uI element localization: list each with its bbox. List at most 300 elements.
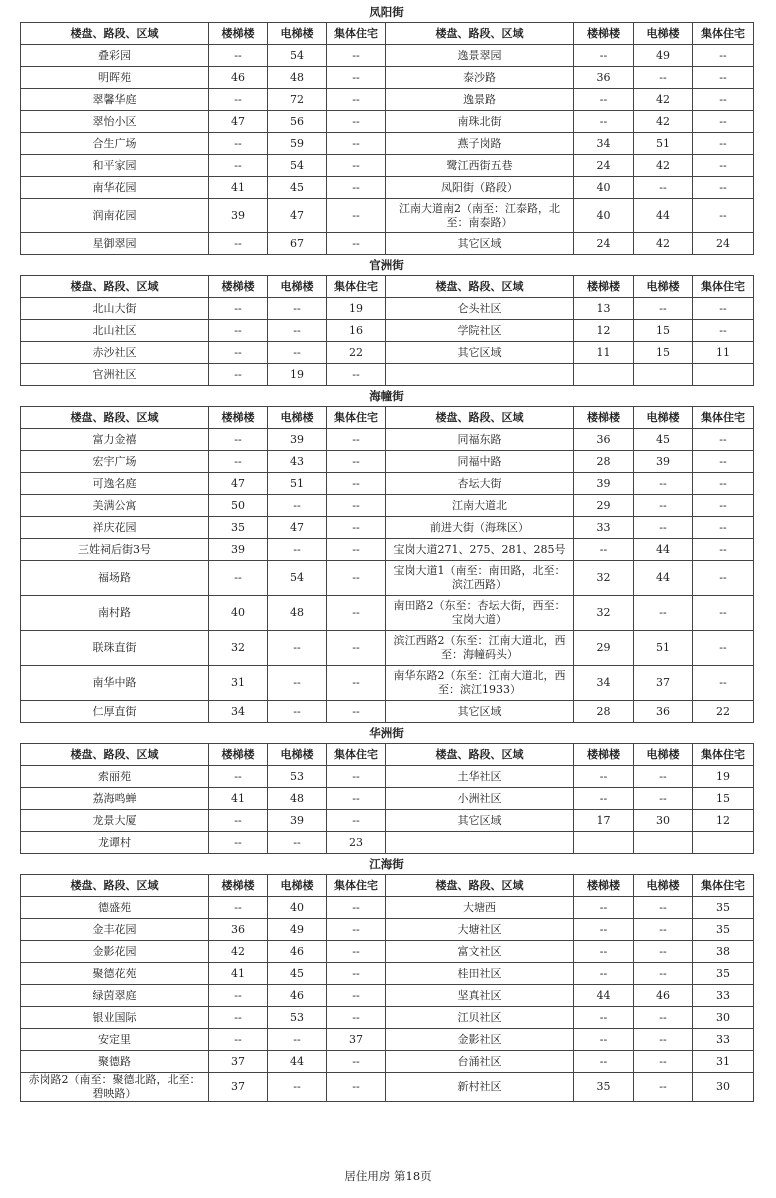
- area-name-cell: 合生广场: [21, 133, 209, 155]
- value-cell: --: [634, 1029, 693, 1051]
- area-name-cell: 南华花园: [21, 177, 209, 199]
- value-cell: --: [327, 473, 386, 495]
- value-cell: 42: [209, 941, 268, 963]
- value-cell: --: [574, 45, 634, 67]
- value-cell: --: [209, 364, 268, 386]
- area-name-cell: 江南大道北: [386, 495, 574, 517]
- area-name-cell: 翠怡小区: [21, 111, 209, 133]
- value-cell: --: [268, 701, 327, 723]
- value-cell: --: [693, 111, 754, 133]
- value-cell: 44: [268, 1051, 327, 1073]
- area-name-cell: 可逸名庭: [21, 473, 209, 495]
- table-row: [21, 320, 754, 342]
- value-cell: 11: [574, 342, 634, 364]
- table-row: [21, 1073, 754, 1102]
- value-cell: 34: [209, 701, 268, 723]
- value-cell: --: [209, 451, 268, 473]
- value-cell: 42: [634, 111, 693, 133]
- column-header: 集体住宅: [693, 407, 754, 429]
- value-cell: --: [327, 89, 386, 111]
- value-cell: 30: [693, 1007, 754, 1029]
- value-cell: --: [327, 810, 386, 832]
- table-row: [21, 985, 754, 1007]
- value-cell: --: [209, 766, 268, 788]
- value-cell: --: [634, 596, 693, 631]
- value-cell: --: [268, 1029, 327, 1051]
- value-cell: 48: [268, 67, 327, 89]
- section-title: 江海街: [369, 857, 404, 871]
- value-cell: 35: [693, 897, 754, 919]
- value-cell: 59: [268, 133, 327, 155]
- section-title: 官洲街: [369, 258, 404, 272]
- value-cell: --: [693, 596, 754, 631]
- value-cell: --: [209, 1007, 268, 1029]
- table-row: [21, 233, 754, 255]
- value-cell: 24: [693, 233, 754, 255]
- value-cell: --: [209, 89, 268, 111]
- column-header: 楼盘、路段、区域: [386, 744, 574, 766]
- table-row: [21, 1029, 754, 1051]
- value-cell: --: [634, 1007, 693, 1029]
- value-cell: 35: [574, 1073, 634, 1102]
- table-row: [21, 941, 754, 963]
- area-name-cell: 土华社区: [386, 766, 574, 788]
- value-cell: --: [693, 666, 754, 701]
- area-name-cell: 北山大街: [21, 298, 209, 320]
- value-cell: --: [268, 495, 327, 517]
- value-cell: 53: [268, 766, 327, 788]
- table-row: [21, 364, 754, 386]
- column-header: 楼梯楼: [574, 276, 634, 298]
- area-name-cell: [386, 832, 574, 854]
- column-header: 集体住宅: [327, 23, 386, 45]
- area-name-cell: 金丰花园: [21, 919, 209, 941]
- value-cell: --: [209, 429, 268, 451]
- value-cell: --: [268, 832, 327, 854]
- area-name-cell: 联珠直街: [21, 631, 209, 666]
- value-cell: --: [327, 451, 386, 473]
- table-row: [21, 1007, 754, 1029]
- area-name-cell: 凤阳街（路段）: [386, 177, 574, 199]
- area-name-cell: 绿茵翠庭: [21, 985, 209, 1007]
- section-title: 海幢街: [369, 389, 404, 403]
- value-cell: 15: [634, 342, 693, 364]
- area-name-cell: 桂田社区: [386, 963, 574, 985]
- value-cell: 32: [209, 631, 268, 666]
- value-cell: --: [327, 985, 386, 1007]
- area-name-cell: 南村路: [21, 596, 209, 631]
- column-header: 集体住宅: [693, 276, 754, 298]
- value-cell: 34: [574, 133, 634, 155]
- value-cell: --: [634, 919, 693, 941]
- area-name-cell: 银业国际: [21, 1007, 209, 1029]
- value-cell: --: [634, 1073, 693, 1102]
- value-cell: --: [268, 666, 327, 701]
- area-name-cell: 江南大道南2（南至：江泰路，北至：南泰路）: [386, 199, 574, 233]
- value-cell: 19: [693, 766, 754, 788]
- value-cell: 54: [268, 561, 327, 596]
- column-header: 楼盘、路段、区域: [386, 407, 574, 429]
- table-row: [21, 919, 754, 941]
- value-cell: 46: [209, 67, 268, 89]
- table-row: [21, 963, 754, 985]
- area-name-cell: 翠馨华庭: [21, 89, 209, 111]
- value-cell: 19: [327, 298, 386, 320]
- table-header-row: [21, 23, 754, 45]
- value-cell: 54: [268, 45, 327, 67]
- table-row: [21, 766, 754, 788]
- area-name-cell: 泰沙路: [386, 67, 574, 89]
- table-row: [21, 342, 754, 364]
- value-cell: 28: [574, 701, 634, 723]
- value-cell: --: [634, 1051, 693, 1073]
- value-cell: --: [634, 897, 693, 919]
- value-cell: --: [634, 941, 693, 963]
- column-header: 楼梯楼: [574, 407, 634, 429]
- column-header: 电梯楼: [634, 875, 693, 897]
- column-header: 楼梯楼: [209, 407, 268, 429]
- area-name-cell: 滨江西路2（东至：江南大道北，西至：海幢码头）: [386, 631, 574, 666]
- value-cell: 44: [634, 561, 693, 596]
- column-header: 集体住宅: [327, 744, 386, 766]
- value-cell: --: [327, 596, 386, 631]
- value-cell: --: [693, 155, 754, 177]
- value-cell: --: [574, 1007, 634, 1029]
- area-name-cell: 燕子岗路: [386, 133, 574, 155]
- value-cell: 72: [268, 89, 327, 111]
- value-cell: --: [693, 517, 754, 539]
- column-header: 楼盘、路段、区域: [21, 407, 209, 429]
- value-cell: --: [327, 919, 386, 941]
- value-cell: 24: [574, 155, 634, 177]
- area-name-cell: 官洲社区: [21, 364, 209, 386]
- value-cell: --: [574, 941, 634, 963]
- area-name-cell: 聚德花苑: [21, 963, 209, 985]
- value-cell: [634, 832, 693, 854]
- value-cell: --: [574, 539, 634, 561]
- area-name-cell: 金影花园: [21, 941, 209, 963]
- value-cell: --: [693, 561, 754, 596]
- value-cell: 46: [268, 941, 327, 963]
- value-cell: --: [209, 897, 268, 919]
- value-cell: --: [693, 320, 754, 342]
- value-cell: --: [327, 67, 386, 89]
- table-row: [21, 199, 754, 233]
- value-cell: --: [574, 1029, 634, 1051]
- value-cell: 35: [209, 517, 268, 539]
- value-cell: 41: [209, 963, 268, 985]
- value-cell: --: [268, 320, 327, 342]
- table-row: [21, 429, 754, 451]
- value-cell: --: [693, 177, 754, 199]
- table-row: [21, 810, 754, 832]
- area-name-cell: 大塘社区: [386, 919, 574, 941]
- value-cell: --: [634, 963, 693, 985]
- area-name-cell: 学院社区: [386, 320, 574, 342]
- value-cell: 23: [327, 832, 386, 854]
- value-cell: 40: [574, 199, 634, 233]
- area-name-cell: 南华中路: [21, 666, 209, 701]
- value-cell: 12: [574, 320, 634, 342]
- column-header: 电梯楼: [268, 23, 327, 45]
- table-row: [21, 517, 754, 539]
- table-row: [21, 832, 754, 854]
- value-cell: --: [327, 788, 386, 810]
- table-row: [21, 561, 754, 596]
- area-name-cell: 荔海鸣蝉: [21, 788, 209, 810]
- value-cell: 37: [209, 1051, 268, 1073]
- page-footer: 居住用房 第18页: [344, 1169, 432, 1183]
- table-row: [21, 67, 754, 89]
- area-name-cell: 赤岗路2（南至：聚德北路，北至：碧映路）: [21, 1073, 209, 1102]
- table-row: [21, 155, 754, 177]
- value-cell: --: [693, 67, 754, 89]
- area-name-cell: 祥庆花园: [21, 517, 209, 539]
- table-row: [21, 596, 754, 631]
- value-cell: [574, 364, 634, 386]
- value-cell: --: [693, 429, 754, 451]
- value-cell: 48: [268, 596, 327, 631]
- table-row: [21, 495, 754, 517]
- value-cell: --: [634, 766, 693, 788]
- column-header: 电梯楼: [634, 23, 693, 45]
- value-cell: --: [209, 985, 268, 1007]
- area-name-cell: 南华东路2（东至：江南大道北，西至：滨江1933）: [386, 666, 574, 701]
- value-cell: 13: [574, 298, 634, 320]
- area-name-cell: 同福东路: [386, 429, 574, 451]
- column-header: 楼盘、路段、区域: [386, 23, 574, 45]
- area-name-cell: 赤沙社区: [21, 342, 209, 364]
- value-cell: 40: [209, 596, 268, 631]
- value-cell: --: [634, 495, 693, 517]
- column-header: 集体住宅: [327, 407, 386, 429]
- area-name-cell: 其它区域: [386, 233, 574, 255]
- area-name-cell: 大塘西: [386, 897, 574, 919]
- value-cell: --: [209, 298, 268, 320]
- value-cell: 11: [693, 342, 754, 364]
- value-cell: 51: [268, 473, 327, 495]
- table-header-row: [21, 276, 754, 298]
- value-cell: 37: [327, 1029, 386, 1051]
- area-name-cell: 明晖苑: [21, 67, 209, 89]
- area-name-cell: 仑头社区: [386, 298, 574, 320]
- value-cell: 46: [268, 985, 327, 1007]
- value-cell: [574, 832, 634, 854]
- table-header-row: [21, 744, 754, 766]
- column-header: 集体住宅: [327, 276, 386, 298]
- value-cell: 36: [634, 701, 693, 723]
- value-cell: 29: [574, 495, 634, 517]
- value-cell: --: [327, 1007, 386, 1029]
- table-row: [21, 473, 754, 495]
- value-cell: --: [268, 539, 327, 561]
- area-name-cell: 三姓祠后街3号: [21, 539, 209, 561]
- table-row: [21, 788, 754, 810]
- column-header: 楼梯楼: [209, 276, 268, 298]
- value-cell: --: [327, 941, 386, 963]
- value-cell: --: [327, 561, 386, 596]
- value-cell: 31: [209, 666, 268, 701]
- value-cell: --: [209, 832, 268, 854]
- value-cell: --: [327, 897, 386, 919]
- value-cell: 45: [268, 963, 327, 985]
- area-name-cell: 和平家园: [21, 155, 209, 177]
- value-cell: --: [327, 631, 386, 666]
- value-cell: 41: [209, 177, 268, 199]
- area-name-cell: [386, 364, 574, 386]
- area-name-cell: 仁厚直街: [21, 701, 209, 723]
- area-name-cell: 金影社区: [386, 1029, 574, 1051]
- value-cell: --: [327, 766, 386, 788]
- column-header: 楼梯楼: [574, 23, 634, 45]
- table-row: [21, 111, 754, 133]
- column-header: 楼梯楼: [574, 875, 634, 897]
- value-cell: 28: [574, 451, 634, 473]
- value-cell: --: [268, 1073, 327, 1102]
- value-cell: 40: [268, 897, 327, 919]
- value-cell: --: [634, 473, 693, 495]
- table-row: [21, 539, 754, 561]
- value-cell: --: [327, 133, 386, 155]
- area-name-cell: 台涌社区: [386, 1051, 574, 1073]
- value-cell: --: [327, 177, 386, 199]
- value-cell: 33: [574, 517, 634, 539]
- value-cell: [693, 832, 754, 854]
- value-cell: --: [693, 298, 754, 320]
- area-name-cell: 安定里: [21, 1029, 209, 1051]
- value-cell: 34: [574, 666, 634, 701]
- value-cell: --: [693, 539, 754, 561]
- value-cell: 38: [693, 941, 754, 963]
- table-row: [21, 451, 754, 473]
- value-cell: 29: [574, 631, 634, 666]
- column-header: 楼盘、路段、区域: [386, 276, 574, 298]
- table-row: [21, 701, 754, 723]
- value-cell: 36: [209, 919, 268, 941]
- column-header: 电梯楼: [634, 276, 693, 298]
- area-name-cell: 福场路: [21, 561, 209, 596]
- value-cell: --: [209, 342, 268, 364]
- value-cell: --: [693, 473, 754, 495]
- value-cell: --: [209, 561, 268, 596]
- value-cell: --: [693, 451, 754, 473]
- value-cell: --: [693, 89, 754, 111]
- value-cell: 15: [693, 788, 754, 810]
- value-cell: 49: [268, 919, 327, 941]
- value-cell: --: [634, 517, 693, 539]
- table-row: [21, 666, 754, 701]
- value-cell: --: [209, 233, 268, 255]
- value-cell: 44: [574, 985, 634, 1007]
- column-header: 集体住宅: [327, 875, 386, 897]
- value-cell: 45: [268, 177, 327, 199]
- value-cell: --: [693, 495, 754, 517]
- column-header: 楼梯楼: [209, 744, 268, 766]
- area-name-cell: 索丽苑: [21, 766, 209, 788]
- column-header: 电梯楼: [268, 276, 327, 298]
- value-cell: --: [209, 155, 268, 177]
- value-cell: --: [209, 320, 268, 342]
- value-cell: 16: [327, 320, 386, 342]
- value-cell: 50: [209, 495, 268, 517]
- value-cell: --: [327, 701, 386, 723]
- value-cell: --: [327, 517, 386, 539]
- area-name-cell: 鹭江西街五巷: [386, 155, 574, 177]
- table-row: [21, 133, 754, 155]
- area-name-cell: 富文社区: [386, 941, 574, 963]
- column-header: 楼盘、路段、区域: [21, 23, 209, 45]
- area-name-cell: 聚德路: [21, 1051, 209, 1073]
- value-cell: 19: [268, 364, 327, 386]
- area-name-cell: 星御翠园: [21, 233, 209, 255]
- value-cell: --: [327, 495, 386, 517]
- table-row: [21, 897, 754, 919]
- value-cell: 39: [574, 473, 634, 495]
- area-name-cell: 宝岗大道271、275、281、285号: [386, 539, 574, 561]
- value-cell: 51: [634, 133, 693, 155]
- value-cell: 37: [209, 1073, 268, 1102]
- value-cell: --: [574, 89, 634, 111]
- document-body: [20, 2, 753, 1102]
- column-header: 电梯楼: [634, 744, 693, 766]
- value-cell: 31: [693, 1051, 754, 1073]
- value-cell: 36: [574, 429, 634, 451]
- value-cell: --: [327, 199, 386, 233]
- area-name-cell: 南珠北街: [386, 111, 574, 133]
- area-name-cell: 逸景路: [386, 89, 574, 111]
- area-name-cell: 杏坛大街: [386, 473, 574, 495]
- area-name-cell: 宝岗大道1（南至：南田路，北至：滨江西路）: [386, 561, 574, 596]
- value-cell: 42: [634, 155, 693, 177]
- area-name-cell: 龙景大厦: [21, 810, 209, 832]
- value-cell: --: [327, 666, 386, 701]
- value-cell: --: [209, 1029, 268, 1051]
- value-cell: --: [268, 631, 327, 666]
- value-cell: [693, 364, 754, 386]
- area-name-cell: 逸景翠园: [386, 45, 574, 67]
- area-name-cell: 坚真社区: [386, 985, 574, 1007]
- value-cell: --: [693, 631, 754, 666]
- value-cell: 47: [268, 517, 327, 539]
- value-cell: --: [209, 810, 268, 832]
- value-cell: --: [327, 429, 386, 451]
- column-header: 电梯楼: [268, 744, 327, 766]
- area-name-cell: 同福中路: [386, 451, 574, 473]
- value-cell: 30: [693, 1073, 754, 1102]
- value-cell: --: [327, 1051, 386, 1073]
- value-cell: --: [693, 133, 754, 155]
- area-name-cell: 德盛苑: [21, 897, 209, 919]
- value-cell: --: [327, 45, 386, 67]
- value-cell: --: [574, 788, 634, 810]
- value-cell: 41: [209, 788, 268, 810]
- value-cell: --: [693, 45, 754, 67]
- value-cell: 53: [268, 1007, 327, 1029]
- value-cell: --: [268, 342, 327, 364]
- value-cell: 35: [693, 963, 754, 985]
- column-header: 电梯楼: [268, 875, 327, 897]
- column-header: 楼梯楼: [574, 744, 634, 766]
- price-table: [20, 743, 754, 854]
- table-header-row: [21, 407, 754, 429]
- value-cell: 47: [209, 473, 268, 495]
- value-cell: 17: [574, 810, 634, 832]
- value-cell: 47: [268, 199, 327, 233]
- area-name-cell: 富力金禧: [21, 429, 209, 451]
- value-cell: 48: [268, 788, 327, 810]
- area-name-cell: 润南花园: [21, 199, 209, 233]
- value-cell: 24: [574, 233, 634, 255]
